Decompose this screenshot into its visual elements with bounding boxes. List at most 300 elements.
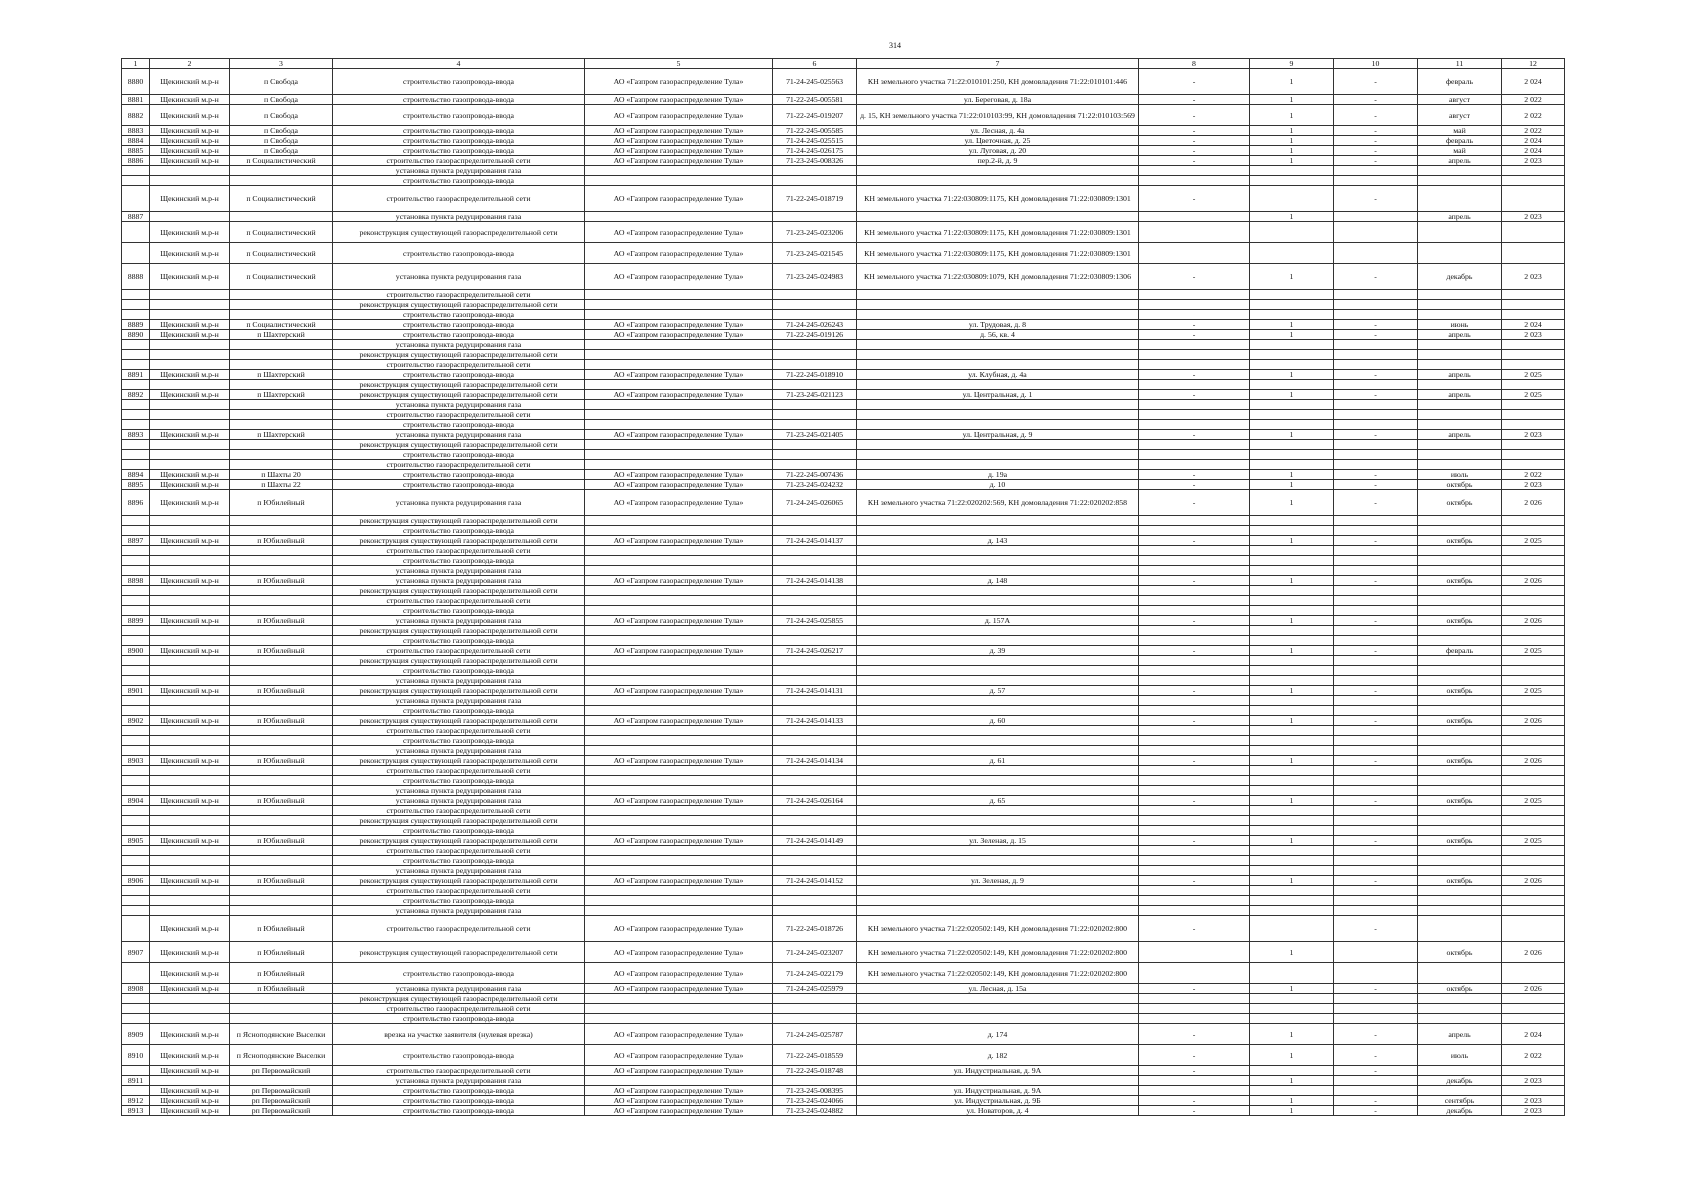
cell-c8	[1139, 1076, 1250, 1086]
cell-code: 71-24-245-026164	[773, 796, 857, 806]
table-row	[122, 556, 1565, 566]
cell-c8	[1139, 440, 1250, 450]
cell-district	[150, 906, 230, 916]
cell-work: строительство газопровода-ввода	[333, 105, 585, 126]
cell-c9	[1250, 243, 1334, 264]
cell-no	[122, 626, 150, 636]
cell-work: строительство газопровода-ввода	[333, 1106, 585, 1116]
table-row	[122, 1076, 1565, 1086]
cell-address: ул. Клубная, д. 4а	[857, 370, 1139, 380]
cell-district: Щекинский м.р-н	[150, 942, 230, 963]
cell-c10	[1334, 410, 1418, 420]
cell-settlement	[230, 340, 333, 350]
cell-org	[585, 400, 773, 410]
cell-address: ул. Центральная, д. 1	[857, 390, 1139, 400]
cell-work: строительство газораспределительной сети	[333, 846, 585, 856]
cell-c8: -	[1139, 105, 1250, 126]
cell-district: Щекинский м.р-н	[150, 1066, 230, 1076]
table-row	[122, 390, 1565, 400]
cell-org	[585, 546, 773, 556]
cell-year	[1502, 816, 1565, 826]
table-row	[122, 146, 1565, 156]
cell-c9	[1250, 186, 1334, 212]
cell-no	[122, 706, 150, 716]
table-row	[122, 866, 1565, 876]
cell-settlement: п Шахты 22	[230, 480, 333, 490]
cell-c10	[1334, 400, 1418, 410]
cell-c8	[1139, 450, 1250, 460]
table-row	[122, 310, 1565, 320]
cell-year	[1502, 676, 1565, 686]
column-number: 9	[1250, 59, 1334, 69]
cell-no	[122, 450, 150, 460]
cell-no	[122, 310, 150, 320]
cell-month	[1418, 636, 1502, 646]
cell-no: 8891	[122, 370, 150, 380]
cell-district: Щекинский м.р-н	[150, 536, 230, 546]
cell-code: 71-24-245-026175	[773, 146, 857, 156]
cell-c10	[1334, 350, 1418, 360]
cell-org: АО «Газпром газораспределение Тула»	[585, 146, 773, 156]
cell-c8: -	[1139, 95, 1250, 105]
cell-c10	[1334, 556, 1418, 566]
cell-month: октябрь	[1418, 836, 1502, 846]
cell-c8	[1139, 963, 1250, 984]
cell-c9	[1250, 290, 1334, 300]
cell-month	[1418, 420, 1502, 430]
cell-address: КН земельного участка 71:22:020502:149, КН домовладения 71:22:020202:800	[857, 942, 1139, 963]
cell-work: реконструкция существующей газораспределительной сети	[333, 656, 585, 666]
cell-year	[1502, 526, 1565, 536]
cell-month	[1418, 400, 1502, 410]
cell-address	[857, 856, 1139, 866]
cell-month: октябрь	[1418, 796, 1502, 806]
cell-settlement: п Юбилейный	[230, 536, 333, 546]
cell-c8: -	[1139, 470, 1250, 480]
cell-c9: 1	[1250, 390, 1334, 400]
cell-c8: -	[1139, 1096, 1250, 1106]
cell-c9	[1250, 766, 1334, 776]
cell-c9: 1	[1250, 105, 1334, 126]
cell-org	[585, 866, 773, 876]
table-row	[122, 816, 1565, 826]
cell-org	[585, 450, 773, 460]
cell-work: реконструкция существующей газораспределительной сети	[333, 586, 585, 596]
cell-no	[122, 896, 150, 906]
cell-c8	[1139, 896, 1250, 906]
cell-work: установка пункта редуцирования газа	[333, 676, 585, 686]
cell-c8: -	[1139, 390, 1250, 400]
cell-settlement	[230, 410, 333, 420]
cell-settlement	[230, 866, 333, 876]
cell-address	[857, 1014, 1139, 1024]
cell-c8: -	[1139, 490, 1250, 516]
cell-org: АО «Газпром газораспределение Тула»	[585, 576, 773, 586]
cell-address	[857, 460, 1139, 470]
cell-month	[1418, 596, 1502, 606]
cell-month: апрель	[1418, 370, 1502, 380]
cell-org: АО «Газпром газораспределение Тула»	[585, 470, 773, 480]
cell-district: Щекинский м.р-н	[150, 616, 230, 626]
cell-district	[150, 816, 230, 826]
cell-month	[1418, 706, 1502, 716]
cell-c9	[1250, 786, 1334, 796]
cell-work: реконструкция существующей газораспределительной сети	[333, 836, 585, 846]
cell-c10: -	[1334, 876, 1418, 886]
cell-settlement	[230, 526, 333, 536]
table-row	[122, 984, 1565, 994]
cell-c8: -	[1139, 616, 1250, 626]
column-number-row	[122, 59, 1565, 69]
table-row	[122, 1045, 1565, 1066]
cell-address: пер.2-й, д. 9	[857, 156, 1139, 166]
cell-settlement	[230, 290, 333, 300]
cell-c10: -	[1334, 796, 1418, 806]
cell-c9	[1250, 340, 1334, 350]
cell-c9: 1	[1250, 756, 1334, 766]
cell-no: 8883	[122, 126, 150, 136]
cell-c8	[1139, 746, 1250, 756]
cell-district	[150, 176, 230, 186]
cell-c9	[1250, 586, 1334, 596]
cell-address: ул. Новаторов, д. 4	[857, 1106, 1139, 1116]
cell-no	[122, 596, 150, 606]
cell-address: ул. Зеленая, д. 15	[857, 836, 1139, 846]
cell-address	[857, 676, 1139, 686]
cell-district: Щекинский м.р-н	[150, 963, 230, 984]
cell-no	[122, 526, 150, 536]
table-row	[122, 212, 1565, 222]
cell-code	[773, 450, 857, 460]
cell-district: Щекинский м.р-н	[150, 984, 230, 994]
cell-org: АО «Газпром газораспределение Тула»	[585, 963, 773, 984]
cell-c10: -	[1334, 716, 1418, 726]
cell-c8	[1139, 816, 1250, 826]
cell-month	[1418, 460, 1502, 470]
cell-no	[122, 636, 150, 646]
cell-year	[1502, 380, 1565, 390]
cell-code: 71-22-245-019207	[773, 105, 857, 126]
cell-month: октябрь	[1418, 490, 1502, 516]
cell-c9: 1	[1250, 370, 1334, 380]
cell-org: АО «Газпром газораспределение Тула»	[585, 222, 773, 243]
cell-org	[585, 826, 773, 836]
cell-year: 2 022	[1502, 470, 1565, 480]
cell-org	[585, 656, 773, 666]
cell-c9	[1250, 300, 1334, 310]
table-row	[122, 290, 1565, 300]
cell-code	[773, 806, 857, 816]
cell-no: 8895	[122, 480, 150, 490]
cell-work: установка пункта редуцирования газа	[333, 1076, 585, 1086]
cell-no: 8906	[122, 876, 150, 886]
cell-c10	[1334, 736, 1418, 746]
cell-district: Щекинский м.р-н	[150, 222, 230, 243]
cell-c10	[1334, 846, 1418, 856]
cell-org	[585, 460, 773, 470]
cell-c10	[1334, 626, 1418, 636]
cell-code	[773, 726, 857, 736]
cell-address	[857, 546, 1139, 556]
cell-c8: -	[1139, 536, 1250, 546]
cell-year: 2 023	[1502, 480, 1565, 490]
cell-work: реконструкция существующей газораспределительной сети	[333, 222, 585, 243]
cell-district	[150, 626, 230, 636]
cell-district: Щекинский м.р-н	[150, 716, 230, 726]
cell-work: строительство газопровода-ввода	[333, 776, 585, 786]
cell-district	[150, 666, 230, 676]
cell-month: август	[1418, 95, 1502, 105]
cell-org: АО «Газпром газораспределение Тула»	[585, 756, 773, 766]
cell-no: 8896	[122, 490, 150, 516]
cell-no	[122, 816, 150, 826]
cell-code	[773, 896, 857, 906]
cell-c9: 1	[1250, 330, 1334, 340]
cell-code	[773, 360, 857, 370]
cell-district	[150, 726, 230, 736]
cell-work: установка пункта редуцирования газа	[333, 906, 585, 916]
cell-c9	[1250, 420, 1334, 430]
cell-address: КН земельного участка 71:22:010101:250, КН домовладения 71:22:010101:446	[857, 69, 1139, 95]
cell-code	[773, 826, 857, 836]
cell-work: установка пункта редуцирования газа	[333, 490, 585, 516]
cell-work: строительство газораспределительной сети	[333, 1066, 585, 1076]
cell-c9	[1250, 726, 1334, 736]
cell-c9	[1250, 410, 1334, 420]
cell-org: АО «Газпром газораспределение Тула»	[585, 126, 773, 136]
cell-address	[857, 606, 1139, 616]
table-row	[122, 856, 1565, 866]
cell-no	[122, 826, 150, 836]
cell-code: 71-22-245-018559	[773, 1045, 857, 1066]
cell-no	[122, 696, 150, 706]
cell-settlement	[230, 400, 333, 410]
cell-district	[150, 440, 230, 450]
cell-code: 71-23-245-008326	[773, 156, 857, 166]
cell-c8: -	[1139, 480, 1250, 490]
cell-district: Щекинский м.р-н	[150, 1086, 230, 1096]
cell-org	[585, 410, 773, 420]
table-row	[122, 360, 1565, 370]
cell-c8	[1139, 696, 1250, 706]
column-number: 12	[1502, 59, 1565, 69]
cell-address: ул. Цветочная, д. 25	[857, 136, 1139, 146]
cell-month	[1418, 516, 1502, 526]
cell-c8	[1139, 243, 1250, 264]
cell-c10: -	[1334, 490, 1418, 516]
cell-c10	[1334, 866, 1418, 876]
cell-address: ул. Индустриальная, д. 9Б	[857, 1096, 1139, 1106]
cell-c9	[1250, 676, 1334, 686]
cell-district	[150, 310, 230, 320]
cell-code	[773, 410, 857, 420]
cell-c8: -	[1139, 69, 1250, 95]
cell-address: КН земельного участка 71:22:030809:1079, КН домовладения 71:22:030809:1306	[857, 264, 1139, 290]
cell-org	[585, 166, 773, 176]
cell-org: АО «Газпром газораспределение Тула»	[585, 536, 773, 546]
cell-c9	[1250, 896, 1334, 906]
table-row	[122, 626, 1565, 636]
cell-address	[857, 706, 1139, 716]
cell-c9	[1250, 450, 1334, 460]
cell-c9	[1250, 746, 1334, 756]
cell-c8	[1139, 290, 1250, 300]
cell-c8	[1139, 400, 1250, 410]
cell-c9	[1250, 1014, 1334, 1024]
cell-address	[857, 340, 1139, 350]
cell-settlement	[230, 556, 333, 566]
cell-c8	[1139, 526, 1250, 536]
cell-c8	[1139, 676, 1250, 686]
cell-district: Щекинский м.р-н	[150, 370, 230, 380]
cell-c8: -	[1139, 320, 1250, 330]
cell-org	[585, 212, 773, 222]
cell-year: 2 026	[1502, 984, 1565, 994]
cell-month	[1418, 310, 1502, 320]
cell-c10: -	[1334, 916, 1418, 942]
cell-c10	[1334, 1014, 1418, 1024]
cell-c9	[1250, 176, 1334, 186]
cell-work: строительство газораспределительной сети	[333, 1004, 585, 1014]
cell-work: реконструкция существующей газораспределительной сети	[333, 876, 585, 886]
cell-c8: -	[1139, 126, 1250, 136]
cell-no	[122, 666, 150, 676]
cell-no: 8905	[122, 836, 150, 846]
cell-org: АО «Газпром газораспределение Тула»	[585, 370, 773, 380]
cell-district: Щекинский м.р-н	[150, 490, 230, 516]
cell-work: строительство газопровода-ввода	[333, 480, 585, 490]
cell-c9: 1	[1250, 146, 1334, 156]
cell-no	[122, 746, 150, 756]
cell-settlement	[230, 846, 333, 856]
cell-code: 71-23-245-024882	[773, 1106, 857, 1116]
cell-year	[1502, 856, 1565, 866]
cell-c10	[1334, 310, 1418, 320]
cell-no: 8889	[122, 320, 150, 330]
cell-no: 8888	[122, 264, 150, 290]
cell-settlement	[230, 736, 333, 746]
column-number: 10	[1334, 59, 1418, 69]
cell-code: 71-22-245-018726	[773, 916, 857, 942]
cell-district	[150, 636, 230, 646]
cell-c9: 1	[1250, 1076, 1334, 1086]
cell-c8	[1139, 856, 1250, 866]
cell-org	[585, 310, 773, 320]
cell-c10	[1334, 1004, 1418, 1014]
cell-c9	[1250, 556, 1334, 566]
cell-address	[857, 360, 1139, 370]
cell-month	[1418, 1086, 1502, 1096]
cell-c8	[1139, 726, 1250, 736]
table-row	[122, 350, 1565, 360]
cell-no	[122, 866, 150, 876]
cell-no: 8910	[122, 1045, 150, 1066]
table-row	[122, 576, 1565, 586]
cell-c10	[1334, 963, 1418, 984]
cell-address	[857, 696, 1139, 706]
cell-no: 8886	[122, 156, 150, 166]
cell-code: 71-23-245-023206	[773, 222, 857, 243]
cell-settlement	[230, 360, 333, 370]
cell-year	[1502, 516, 1565, 526]
cell-code: 71-24-245-026243	[773, 320, 857, 330]
cell-c8	[1139, 1014, 1250, 1024]
cell-org	[585, 420, 773, 430]
cell-month	[1418, 606, 1502, 616]
cell-org	[585, 1014, 773, 1024]
cell-work: строительство газораспределительной сети	[333, 766, 585, 776]
cell-c8	[1139, 806, 1250, 816]
cell-org	[585, 300, 773, 310]
cell-month	[1418, 360, 1502, 370]
table-row	[122, 1014, 1565, 1024]
cell-code: 71-24-245-014131	[773, 686, 857, 696]
cell-year: 2 025	[1502, 836, 1565, 846]
column-number: 1	[122, 59, 150, 69]
cell-org: АО «Газпром газораспределение Тула»	[585, 264, 773, 290]
cell-c9	[1250, 380, 1334, 390]
cell-settlement	[230, 596, 333, 606]
cell-code: 71-24-245-025979	[773, 984, 857, 994]
cell-month: декабрь	[1418, 264, 1502, 290]
cell-c10	[1334, 526, 1418, 536]
cell-c9	[1250, 636, 1334, 646]
cell-org: АО «Газпром газораспределение Тула»	[585, 320, 773, 330]
cell-district: Щекинский м.р-н	[150, 1024, 230, 1045]
cell-month: июль	[1418, 470, 1502, 480]
cell-code	[773, 816, 857, 826]
table-row	[122, 320, 1565, 330]
cell-c8	[1139, 310, 1250, 320]
table-row	[122, 756, 1565, 766]
cell-settlement: п Юбилейный	[230, 576, 333, 586]
cell-no	[122, 656, 150, 666]
cell-work: строительство газопровода-ввода	[333, 450, 585, 460]
cell-org: АО «Газпром газораспределение Тула»	[585, 95, 773, 105]
cell-no: 8880	[122, 69, 150, 95]
cell-district: Щекинский м.р-н	[150, 320, 230, 330]
cell-org: АО «Газпром газораспределение Тула»	[585, 156, 773, 166]
cell-settlement	[230, 586, 333, 596]
cell-district	[150, 1004, 230, 1014]
cell-c8: -	[1139, 370, 1250, 380]
cell-c9: 1	[1250, 1106, 1334, 1116]
cell-month: сентябрь	[1418, 1096, 1502, 1106]
table-row	[122, 186, 1565, 212]
cell-settlement	[230, 676, 333, 686]
cell-org: АО «Газпром газораспределение Тула»	[585, 186, 773, 212]
cell-settlement	[230, 566, 333, 576]
cell-code	[773, 906, 857, 916]
cell-code	[773, 866, 857, 876]
cell-code	[773, 556, 857, 566]
cell-settlement	[230, 420, 333, 430]
cell-address	[857, 746, 1139, 756]
cell-c9: 1	[1250, 320, 1334, 330]
cell-work: установка пункта редуцирования газа	[333, 616, 585, 626]
cell-month	[1418, 866, 1502, 876]
cell-c10	[1334, 606, 1418, 616]
cell-year: 2 025	[1502, 796, 1565, 806]
cell-address: д. 57	[857, 686, 1139, 696]
cell-c9	[1250, 222, 1334, 243]
cell-work: реконструкция существующей газораспределительной сети	[333, 686, 585, 696]
cell-code: 71-23-245-021405	[773, 430, 857, 440]
cell-c10: -	[1334, 1024, 1418, 1045]
column-number: 8	[1139, 59, 1250, 69]
cell-work: строительство газораспределительной сети	[333, 886, 585, 896]
cell-settlement: п Юбилейный	[230, 796, 333, 806]
